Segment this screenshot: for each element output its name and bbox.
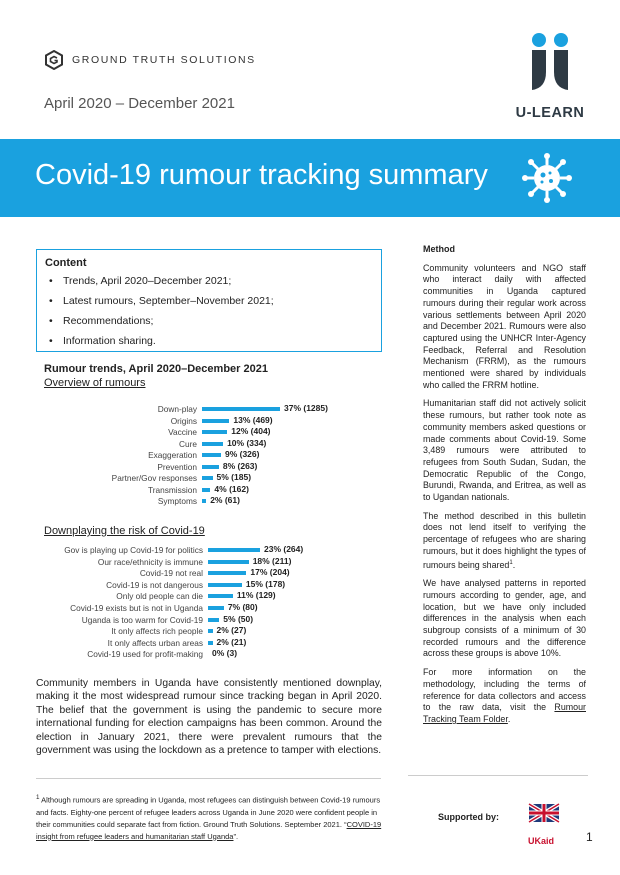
chart-bar [208,629,213,633]
chart-category-label: Cure [179,438,197,449]
chart-bar [202,442,223,446]
chart-category-label: Vaccine [168,427,197,437]
chart-data-label: 2% (61) [210,495,240,505]
chart-category-label: Partner/Gov responses [111,473,197,483]
method-paragraph-4: We have analysed patterns in reported rumours according to gender, age, and location, but we have only included differences in the analysis when each subgroup consists of a minimum of 30 recorded rumours and the difference across these groups is above 10%. [423,578,586,659]
overview-subtitle: Overview of rumours [44,377,146,389]
chart-data-label: 23% (264) [264,544,304,554]
method-paragraph-5-end: . [507,713,511,724]
ulearn-logo [515,32,585,121]
chart-data-label: 2% (21) [216,636,247,647]
chart-category-label: Uganda is too warm for Covid-19 [81,614,203,625]
downplaying-chart [36,545,382,665]
chart-category-label: Gov is playing up Covid-19 for politics [64,545,203,555]
chart-data-label: 12% (404) [231,426,271,436]
date-range: April 2020 – December 2021 [44,95,235,112]
method-paragraph-3-end: . [512,559,516,570]
content-box [36,249,382,352]
page-number: 1 [586,830,593,844]
ulearn-logo-icon [525,32,575,94]
chart-data-label: 9% (326) [224,449,260,459]
method-paragraph-5-text: For more information on the methodology, including the terms of reference for data collectors and access to the raw data, visit the [423,667,586,713]
chart-bar [202,499,206,503]
chart-bar [208,618,219,622]
chart-data-label: 17% (204) [250,567,290,578]
chart-category-label: Our race/ethnicity is immune [97,556,203,567]
overview-chart [36,404,382,514]
chart-data-label: 13% (469) [233,414,273,425]
chart-bar [202,453,221,457]
chart-bar [208,641,213,645]
chart-data-label: 4% (162) [214,483,249,494]
virus-icon [519,151,575,205]
chart-bar [202,465,219,469]
chart-category-label: Symptoms [157,496,197,506]
chart-data-label: 11% (129) [236,590,276,601]
chart-data-label: 8% (263) [222,460,258,471]
chart-data-label: 0% (3) [212,648,238,659]
ulearn-label: U-LEARN [515,105,585,121]
method-paragraph-5 [423,667,586,726]
uk-flag-icon [528,803,560,833]
page-title: Covid-19 rumour tracking summary [35,159,488,191]
chart-category-label: Covid-19 exists but is not in Uganda [70,603,203,613]
chart-category-label: It only affects urban areas [107,637,203,648]
chart-data-label: 37% (1285) [284,403,328,413]
gts-logo [44,50,256,70]
ukaid-label: UKaid [528,836,555,846]
body-paragraph: Community members in Uganda have consistently mentioned downplay, making it the most widespread rumour since tracking began in April 2020. The belief that the government is using the pandemic to secure more international funding for election campaigns has been common. Around the election in January 2021, there were prevalent rumours that the government was using the lockdown as a pretence to tamper with elections. [36,678,382,757]
chart-bar [202,419,229,423]
divider [36,778,381,779]
method-paragraph-2: Humanitarian staff did not actively solicit these rumours, but rather took note as community members asked questions or made comments about Covid-19. Some 3,489 rumours were attributed to refugees from South Sudan, Sudan, the Democratic Republic of the Congo, Burundi, Rwanda, and Eritrea, as well as to Ugandan nationals. [423,398,586,503]
list-item: • Information sharing. [45,335,373,347]
footnote-link[interactable]: COVID-19 insight from refugee leaders and humanitarian staff Uganda [36,819,382,841]
chart-data-label: 18% (211) [252,555,292,566]
chart-bar [208,594,233,598]
chart-category-label: Exaggeration [148,450,197,460]
chart-category-label: Transmission [147,484,197,495]
chart-category-label: Origins [170,415,197,426]
chart-data-label: 10% (334) [227,437,267,448]
chart-category-label: Covid-19 is not dangerous [106,579,203,590]
chart-bar [202,488,210,492]
chart-bar [202,407,280,411]
chart-category-label: Only old people can die [116,591,203,602]
method-paragraph-3 [423,511,586,571]
supported-by-label: Supported by: [438,812,499,822]
chart-data-label: 7% (80) [227,602,258,612]
ukaid-logo [528,803,560,846]
footnote [36,792,382,843]
chart-bar [202,430,227,434]
footnote-marker: 1 [36,794,40,801]
list-item: • Trends, April 2020–December 2021; [45,275,373,287]
method-column [423,244,586,733]
footnote-ref: 1 [509,559,513,566]
chart-bar [208,571,246,575]
method-heading: Method [423,244,455,254]
section-title: Rumour trends, April 2020–December 2021 [44,363,268,375]
chart-data-label: 15% (178) [245,578,286,589]
rumour-folder-link[interactable]: Rumour Tracking Team Folder [423,702,586,724]
footnote-end: ”. [233,831,239,841]
chart-category-label: Prevention [157,461,197,472]
list-item: • Recommendations; [45,315,373,327]
chart-data-label: 5% (50) [223,613,254,624]
chart-bar [208,548,260,552]
chart-category-label: It only affects rich people [111,626,203,637]
chart-category-label: Down-play [157,404,197,414]
footnote-text: Although rumours are spreading in Uganda, most refugees can distinguish between Covid-19 rumours and facts. Eighty-one percent of refugee leaders across Uganda in June 2020 were confident people in their communities could separate fact from fiction. Ground Truth Solutions. September 2021. “ [36,795,381,829]
chart-category-label: Covid-19 used for profit-making [87,649,203,660]
gts-logo-icon [44,50,64,70]
org-name: GROUND TRUTH SOLUTIONS [72,54,256,66]
method-paragraph-1: Community volunteers and NGO staff who interact daily with affected communities in Uganda captured rumours during their regular work across various settlements between April 2020 and December 2021. Rumours were also captured using the UNHCR Inter-Agency Feedback, Referral and Resolution Mechanism (FRRM), as the rumours mentioned were shared by individuals who called the FRRM hotline. [423,262,586,390]
list-item: • Latest rumours, September–November 2021; [45,295,373,307]
chart-bar [208,583,242,587]
divider [408,775,588,776]
chart-bar [208,560,249,564]
chart-category-label: Covid-19 not real [139,568,203,579]
chart-bar [202,476,213,480]
content-list [45,275,373,347]
chart-bar [208,606,224,610]
method-paragraph-3-text: The method described in this bulletin does not lend itself to verifying the percentage of refugees who are sharing rumours, but it does highlight the types of rumours being shared [423,510,586,570]
content-heading: Content [45,257,87,269]
chart-data-label: 2% (27) [216,625,247,636]
chart-data-label: 5% (185) [216,472,252,482]
title-banner [0,139,620,217]
downplaying-subtitle: Downplaying the risk of Covid-19 [44,525,205,537]
